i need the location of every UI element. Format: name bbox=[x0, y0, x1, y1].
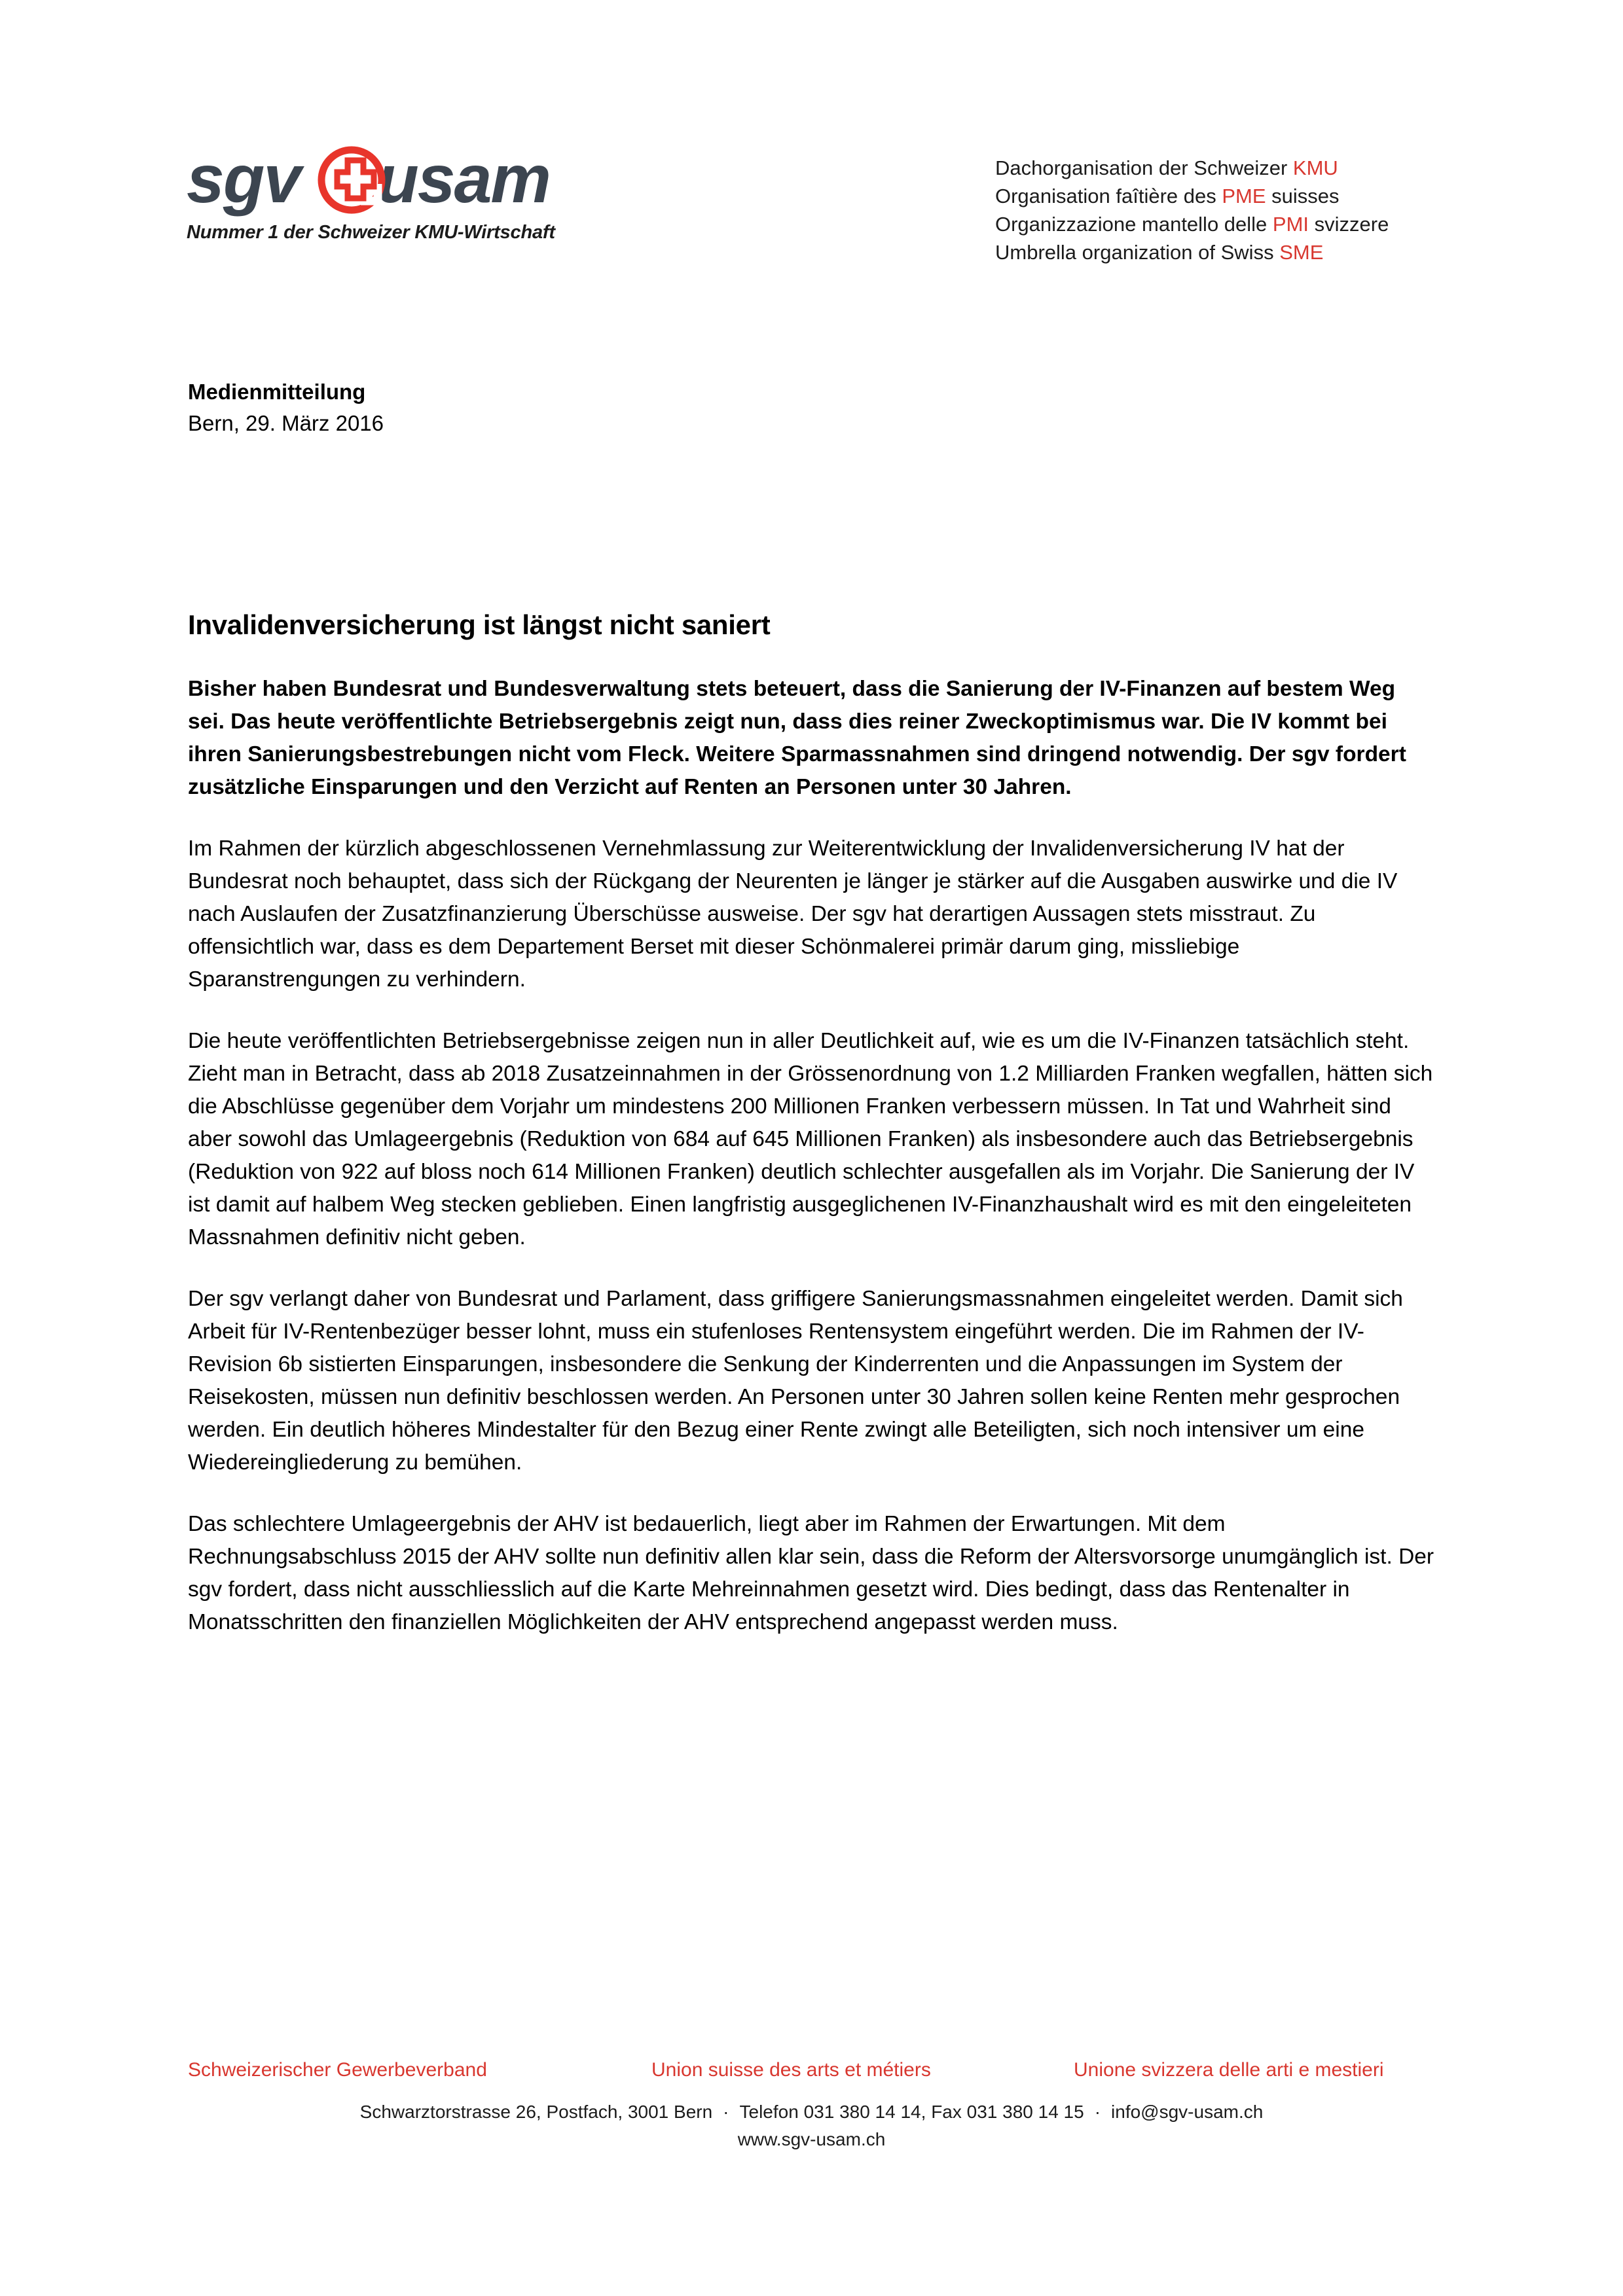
footer-org-name-fr: Union suisse des arts et métiers bbox=[651, 2059, 931, 2081]
document-type-label: Medienmitteilung bbox=[188, 380, 366, 404]
header-lang-de-accent: KMU bbox=[1292, 156, 1338, 179]
header-language-lines bbox=[995, 154, 1389, 266]
footer-address: Schwarztorstrasse 26, Postfach, 3001 Bern bbox=[359, 2102, 713, 2122]
header-lang-en bbox=[995, 238, 1389, 266]
article-paragraph-4: Das schlechtere Umlageergebnis der AHV ist bedauerlich, liegt aber im Rahmen der Erwartungen. Mit dem Rechnungsabschluss 2015 der AHV sollte nun definitiv allen klar sein, dass die Reform der Altersvorsorge unumgänglich ist. Der sgv fordert, dass nicht ausschliesslich auf die Karte Mehreinnahmen gesetzt wird. Dies bedingt, dass das Rentenalter in Monatsschritten den finanziellen Möglichkeiten der AHV entsprechend angepasst werden muss. bbox=[188, 1512, 1434, 1634]
article-lead-paragraph: Bisher haben Bundesrat und Bundesverwaltung stets beteuert, dass die Sanierung der IV-Finanzen auf bestem Weg sei. Das heute veröffentlichte Betriebsergebnis zeigt nun, dass dies reiner Zweckoptimismus war. Die IV kommt bei ihren Sanierungsbestrebungen nicht vom Fleck. Weitere Sparmassnahmen sind dringend notwendig. Der sgv fordert zusätzliche Einsparungen und den Verzicht auf Renten an Personen unter 30 Jahren. bbox=[188, 677, 1406, 799]
article-paragraph-1: Im Rahmen der kürzlich abgeschlossenen Vernehmlassung zur Weiterentwicklung der Invalidenversicherung IV hat der Bundesrat noch behauptet, dass sich der Rückgang der Neurenten je länger je stärker auf die Ausgaben auswirke und die IV nach Auslaufen der Zusatzfinanzierung Überschüsse ausweise. Der sgv hat derartigen Aussagen stets misstraut. Zu offensichtlich war, dass es dem Departement Berset mit dieser Schönmalerei primär darum ging, missliebige Sparanstrengungen zu verhindern. bbox=[188, 836, 1398, 992]
header-lang-it-before: Organizzazione mantello delle bbox=[995, 213, 1273, 236]
sgv-usam-logo bbox=[187, 141, 593, 243]
article-paragraph-2: Die heute veröffentlichten Betriebsergebnisse zeigen nun in aller Deutlichkeit auf, wie es um die IV-Finanzen tatsächlich steht. Zieht man in Betracht, dass ab 2018 Zusatzeinnahmen in der Grössenordnung von 1.2 Milliarden Franken wegfallen, hätten sich die Abschlüsse gegenüber dem Vorjahr um mindestens 200 Millionen Franken verbessern müssen. In Tat und Wahrheit sind aber sowohl das Umlageergebnis (Reduktion von 684 auf 645 Millionen Franken) als insbesondere auch das Betriebsergebnis (Reduktion von 922 auf bloss noch 614 Millionen Franken) deutlich schlechter ausgefallen als im Vorjahr. Die Sanierung der IV ist damit auf halbem Weg stecken geblieben. Einen langfristig ausgeglichenen IV-Finanzhaushalt wird es mit den eingeleiteten Massnahmen definitiv nicht geben. bbox=[188, 1029, 1433, 1249]
footer-separator-2: · bbox=[1094, 2102, 1101, 2122]
footer-separator-1: · bbox=[723, 2102, 729, 2122]
footer-website[interactable]: www.sgv-usam.ch bbox=[737, 2129, 886, 2149]
footer-organization-names bbox=[0, 2059, 1623, 2089]
place-and-date: Bern, 29. März 2016 bbox=[188, 411, 384, 435]
page-title: Invalidenversicherung ist längst nicht saniert bbox=[188, 609, 771, 640]
logo-wordmark-right: usam bbox=[377, 141, 550, 217]
document-footer bbox=[0, 2059, 1623, 2153]
header-lang-fr bbox=[995, 182, 1389, 210]
document-meta bbox=[188, 376, 384, 439]
logo-wordmark bbox=[187, 141, 553, 218]
header-lang-de bbox=[995, 154, 1389, 182]
swiss-cross-circle-icon bbox=[315, 143, 388, 217]
header-lang-fr-before: Organisation faîtière des bbox=[995, 185, 1222, 207]
header-lang-it bbox=[995, 210, 1389, 238]
footer-contact-block bbox=[0, 2098, 1623, 2153]
article-body bbox=[188, 609, 1435, 1668]
footer-contact-line bbox=[0, 2098, 1623, 2126]
footer-email[interactable]: info@sgv-usam.ch bbox=[1111, 2102, 1264, 2122]
header-lang-it-accent: PMI bbox=[1272, 213, 1309, 236]
header-lang-fr-after: suisses bbox=[1266, 185, 1340, 207]
logo-wordmark-left: sgv bbox=[187, 141, 301, 217]
header-lang-de-before: Dachorganisation der Schweizer bbox=[995, 156, 1293, 179]
article-paragraph-3: Der sgv verlangt daher von Bundesrat und Parlament, dass griffigere Sanierungsmassnahmen eingeleitet werden. Damit sich Arbeit für IV-Rentenbezüger besser lohnt, muss ein stufenloses Rentensystem eingeführt werden. Die im Rahmen der IV-Revision 6b sistierten Einsparungen, insbesondere die Senkung der Kinderrenten und die Anpassungen im System der Reisekosten, müssen nun definitiv beschlossen werden. An Personen unter 30 Jahren sollen keine Renten mehr gesprochen werden. Ein deutlich höheres Mindestalter für den Bezug einer Rente zwingt alle Beteiligten, sich noch intensiver um eine Wiedereingliederung zu bemühen. bbox=[188, 1287, 1403, 1475]
footer-org-name-it: Unione svizzera delle arti e mestieri bbox=[1074, 2059, 1384, 2081]
header-lang-en-accent: SME bbox=[1279, 241, 1324, 264]
logo-tagline: Nummer 1 der Schweizer KMU-Wirtschaft bbox=[187, 222, 555, 243]
header-lang-fr-accent: PME bbox=[1222, 185, 1266, 207]
header-lang-it-after: svizzere bbox=[1309, 213, 1389, 236]
footer-org-name-de: Schweizerischer Gewerbeverband bbox=[188, 2059, 487, 2081]
document-header bbox=[0, 141, 1623, 291]
footer-phone-fax: Telefon 031 380 14 14, Fax 031 380 14 15 bbox=[739, 2102, 1084, 2122]
header-lang-en-before: Umbrella organization of Swiss bbox=[995, 241, 1280, 264]
